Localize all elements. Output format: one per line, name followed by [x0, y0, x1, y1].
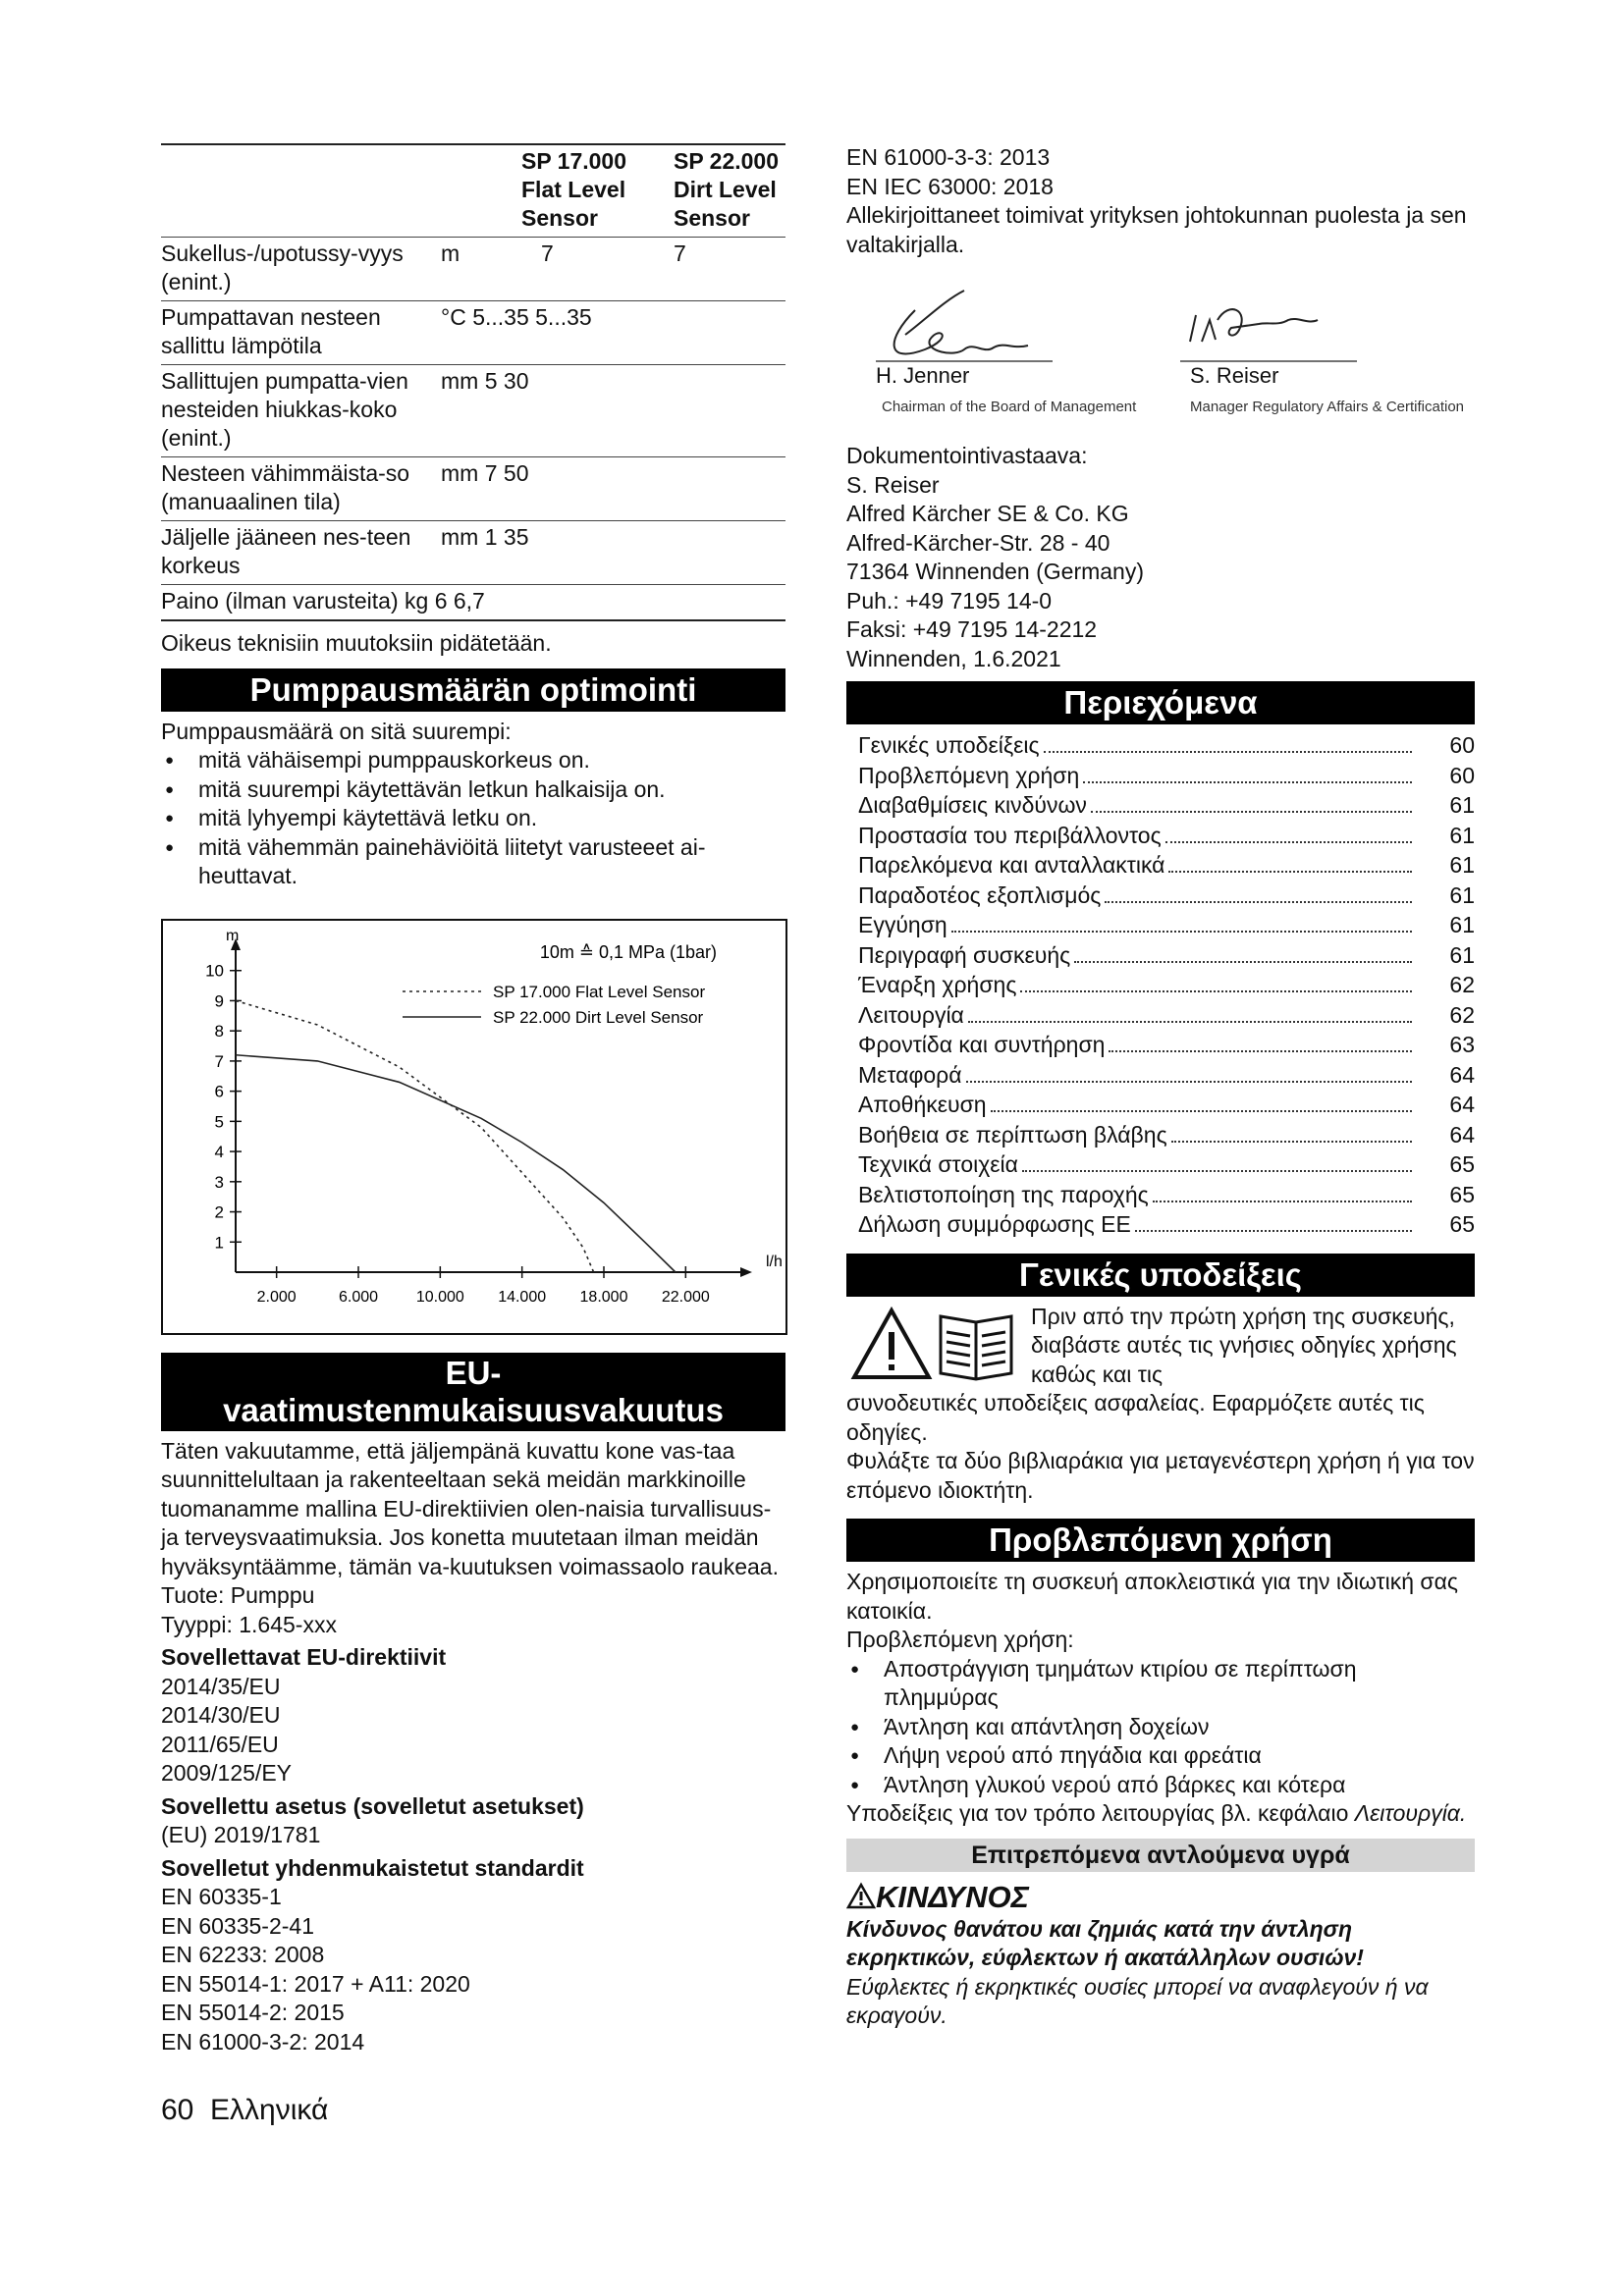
toc-label[interactable]: Τεχνικά στοιχεία — [858, 1151, 1018, 1177]
toc-page: 65 — [1449, 1181, 1475, 1207]
toc-page: 61 — [1449, 941, 1475, 968]
eu-signed-note: Allekirjoittaneet toimivat yrityksen johtokunnan puolesta ja sen valtakirjalla. — [846, 202, 1467, 257]
list-item: ● Άντληση και απάντληση δοχείων — [846, 1713, 1475, 1742]
general-rest: συνοδευτικές υποδείξεις ασφαλείας. Εφαρμόζετε αυτές τις οδηγίες. — [846, 1390, 1425, 1445]
y-tick-label: 3 — [214, 1172, 224, 1192]
toc-row[interactable] — [846, 1060, 1475, 1091]
toc-page: 64 — [1449, 1092, 1475, 1117]
danger-label: ΚΙΝΔΥΝΟΣ — [846, 1880, 1475, 1915]
x-axis-arrow — [740, 1267, 752, 1277]
danger-bold-text: Κίνδυνος θανάτου και ζημιάς κατά την άντληση εκρηκτικών, εύφλεκτων ή ακατάλληλων ουσιών! — [846, 1915, 1364, 1970]
y-tick-label: 4 — [214, 1142, 224, 1161]
toc-row[interactable] — [846, 790, 1475, 821]
contact-line: Dokumentointivastaava: — [846, 443, 1088, 468]
toc-label[interactable]: Εγγύηση — [858, 912, 947, 937]
toc-page: 60 — [1449, 762, 1475, 788]
directive-item: 2014/30/EU — [161, 1702, 281, 1728]
general-lead-row — [846, 1303, 1475, 1390]
spec-row: Sukellus-/upotussy-vyys (enint.) m 7 7 — [161, 238, 785, 301]
toc-label[interactable]: Βοήθεια σε περίπτωση βλάβης — [858, 1121, 1167, 1148]
spec-table — [161, 143, 785, 621]
eu-standards-heading: Sovelletut yhdenmukaistetut standardit — [161, 1854, 584, 1881]
toc-row[interactable] — [846, 910, 1475, 940]
chart-svg — [163, 921, 785, 1333]
toc-label[interactable]: Γενικές υποδείξεις — [858, 732, 1040, 758]
list-item: ● mitä lyhyempi käytettävä letku on. — [161, 804, 785, 833]
x-tick-label: 22.000 — [661, 1288, 710, 1306]
warning-triangle-icon — [846, 1882, 876, 1909]
eu-directives-heading: Sovellettavat EU-direktiivit — [161, 1644, 447, 1670]
spec-row: Nesteen vähimmäista-so (manuaalinen tila) mm 7 50 — [161, 457, 785, 521]
toc-label[interactable]: Μεταφορά — [858, 1061, 962, 1088]
y-axis-label: m — [226, 927, 240, 944]
toc-row[interactable] — [846, 1120, 1475, 1150]
eu-regulation: (EU) 2019/1781 — [161, 1822, 321, 1847]
toc-page: 65 — [1449, 1211, 1475, 1237]
toc-page: 62 — [1449, 972, 1475, 997]
toc-row[interactable] — [846, 1149, 1475, 1180]
standard-item: EN 55014-2: 2015 — [161, 2000, 345, 2025]
spec-col-sp17: SP 17.000 Flat Level Sensor — [521, 148, 627, 231]
toc-page: 60 — [1449, 732, 1475, 758]
list-item: ● mitä vähäisempi pumppauskorkeus on. — [161, 746, 785, 775]
tech-change-note: Oikeus teknisiin muutoksiin pidätetään. — [161, 630, 552, 656]
contact-line: Alfred-Kärcher-Str. 28 - 40 — [846, 529, 1110, 556]
intended-list — [846, 1655, 1475, 1800]
spec-row: Paino (ilman varusteita) kg 6 6,7 — [161, 585, 785, 621]
standard-item: EN 60335-1 — [161, 1884, 282, 1909]
toc-row[interactable] — [846, 881, 1475, 911]
toc-row[interactable] — [846, 1180, 1475, 1210]
toc-row[interactable] — [846, 1000, 1475, 1031]
standard-item: EN 61000-3-3: 2013 — [846, 144, 1051, 170]
toc-row[interactable] — [846, 850, 1475, 881]
y-tick-label: 9 — [214, 990, 224, 1010]
liquids-heading: Επιτρεπόμενα αντλούμενα υγρά — [846, 1839, 1475, 1872]
eu-regulation-heading: Sovellettu asetus (sovelletut asetukset) — [161, 1792, 584, 1819]
toc-row[interactable] — [846, 761, 1475, 791]
eu-body: Täten vakuutamme, että jäljempänä kuvattu kone vas-taa suunnittelultaan ja rakenteeltaan sekä meidän markkinoille tuomanamme mallina EU-direktiivien olen-naisia turvallisuus- ja terveysvaatimuksia. Jos konetta muutetaan ilman meidän hyväksyntäämme, tämän va-kuutuksen voimassaolo raukeaa. — [161, 1437, 779, 1579]
standard-item: EN 60335-2-41 — [161, 1912, 314, 1939]
general-heading: Γενικές υποδείξεις — [846, 1254, 1475, 1297]
contact-line: S. Reiser — [846, 471, 940, 498]
contact-line: 71364 Winnenden (Germany) — [846, 559, 1144, 584]
toc-page: 63 — [1449, 1032, 1475, 1057]
toc-heading: Περιεχόμενα — [846, 681, 1475, 724]
page-footer — [161, 2096, 785, 2125]
toc-label[interactable]: Παραδοτέος εξοπλισμός — [858, 881, 1102, 908]
x-axis-label: l/h — [766, 1253, 783, 1270]
toc-row[interactable] — [846, 1209, 1475, 1240]
y-tick-label: 7 — [214, 1051, 224, 1071]
y-tick-label: 10 — [205, 961, 224, 981]
signer-name: S. Reiser — [1190, 363, 1279, 388]
series-line-1 — [236, 1000, 594, 1272]
y-tick-label: 1 — [214, 1232, 224, 1252]
toc-row[interactable] — [846, 970, 1475, 1000]
signer-role: Chairman of the Board of Management — [882, 399, 1137, 415]
toc-page: 64 — [1449, 1121, 1475, 1148]
intended-heading: Προβλεπόμενη χρήση — [846, 1519, 1475, 1562]
contact-line: Alfred Kärcher SE & Co. KG — [846, 501, 1129, 526]
toc-row[interactable] — [846, 1090, 1475, 1120]
toc-label[interactable]: Δήλωση συμμόρφωσης ΕΕ — [858, 1211, 1131, 1237]
signatures — [846, 281, 1475, 428]
intended-note: Υποδείξεις για τον τρόπο λειτουργίας βλ. κεφάλαιο Λειτουργία. — [846, 1800, 1467, 1826]
standard-item: EN 55014-1: 2017 + A11: 2020 — [161, 1970, 470, 1997]
toc-label[interactable]: Παρελκόμενα και ανταλλακτικά — [858, 852, 1165, 878]
toc-page: 65 — [1449, 1151, 1475, 1177]
page-number: 60 — [161, 2094, 194, 2126]
list-item: ● mitä vähemmän painehäviöitä liitetyt varusteeet ai-heuttavat. — [161, 833, 785, 891]
general-keep: Φυλάξτε τα δύο βιβλιαράκια για μεταγενέστερη χρήση ή για τον επόμενο ιδιοκτήτη. — [846, 1448, 1475, 1503]
directive-item: 2011/65/EU — [161, 1731, 279, 1757]
y-tick-label: 5 — [214, 1111, 224, 1131]
intended-p2: Προβλεπόμενη χρήση: — [846, 1627, 1074, 1652]
toc-row[interactable] — [846, 1030, 1475, 1060]
series-line-2 — [236, 1054, 676, 1271]
toc-label[interactable]: Περιγραφή συσκευής — [858, 941, 1071, 968]
toc-row[interactable] — [846, 940, 1475, 971]
toc-label[interactable]: Φροντίδα και συντήρηση — [858, 1032, 1106, 1057]
toc-label[interactable]: Διαβαθμίσεις κινδύνων — [858, 792, 1087, 818]
left-column — [161, 143, 785, 2125]
contact-line: Puh.: +49 7195 14-0 — [846, 587, 1053, 614]
y-tick-label: 8 — [214, 1021, 224, 1041]
eu-type: Tyyppi: 1.645-xxx — [161, 1611, 337, 1637]
toc-label[interactable]: Προστασία του περιβάλλοντος — [858, 822, 1162, 848]
standard-item: EN IEC 63000: 2018 — [846, 173, 1054, 199]
toc-page: 62 — [1449, 1001, 1475, 1028]
contact-line: Winnenden, 1.6.2021 — [846, 645, 1061, 671]
y-tick-label: 6 — [214, 1082, 224, 1101]
optimize-intro: Pumppausmäärä on sitä suurempi: — [161, 718, 512, 744]
directive-item: 2014/35/EU — [161, 1673, 281, 1699]
toc-label[interactable]: Αποθήκευση — [858, 1092, 987, 1117]
contact-line: Faksi: +49 7195 14-2212 — [846, 616, 1098, 642]
eu-product: Tuote: Pumppu — [161, 1582, 315, 1608]
x-tick-label: 6.000 — [338, 1288, 379, 1306]
x-tick-label: 2.000 — [256, 1288, 297, 1306]
standard-item: EN 62233: 2008 — [161, 1942, 325, 1967]
pump-curve-chart — [161, 919, 787, 1335]
optimize-heading: Pumppausmäärän optimointi — [161, 668, 785, 712]
warning-triangle-icon — [854, 1310, 929, 1377]
spec-row: Sallittujen pumpatta-vien nesteiden hiukkas-koko (enint.) mm 5 30 — [161, 365, 785, 457]
chart-title: 10m ≙ 0,1 MPa (1bar) — [539, 941, 717, 962]
toc-label[interactable]: Προβλεπόμενη χρήση — [858, 762, 1080, 788]
legend-label: SP 22.000 Dirt Level Sensor — [493, 1007, 704, 1027]
spec-row: Jäljelle jääneen nes-teen korkeus mm 1 35 — [161, 521, 785, 585]
y-tick-label: 2 — [214, 1202, 224, 1222]
toc-page: 61 — [1449, 881, 1475, 908]
optimize-list — [161, 746, 785, 891]
signer-role: Manager Regulatory Affairs & Certification — [1190, 399, 1465, 415]
directive-item: 2009/125/EY — [161, 1760, 293, 1786]
x-tick-label: 14.000 — [498, 1288, 547, 1306]
toc-label[interactable]: Έναρξη χρήσης — [858, 972, 1017, 997]
chapter-reference: Λειτουργία. — [1354, 1800, 1467, 1826]
footer-language: Ελληνικά — [210, 2094, 329, 2126]
toc-page: 64 — [1449, 1061, 1475, 1088]
standard-item: EN 61000-3-2: 2014 — [161, 2028, 365, 2055]
x-tick-label: 10.000 — [415, 1288, 464, 1306]
toc-label[interactable]: Βελτιστοποίηση της παροχής — [858, 1181, 1149, 1207]
toc-page: 61 — [1449, 912, 1475, 937]
warning-manual-icons — [846, 1303, 1023, 1385]
list-item: ● Λήψη νερού από πηγάδια και φρεάτια — [846, 1741, 1475, 1771]
toc-page: 61 — [1449, 822, 1475, 848]
toc-row[interactable] — [846, 821, 1475, 851]
x-tick-label: 18.000 — [579, 1288, 628, 1306]
right-column — [846, 143, 1475, 2031]
list-item: ● mitä suurempi käytettävän letkun halkaisija on. — [161, 775, 785, 805]
table-of-contents — [846, 730, 1475, 1240]
general-lead: Πριν από την πρώτη χρήση της συσκευής, διαβάστε αυτές τις γνήσιες οδηγίες χρήσης καθώς και τις — [1031, 1303, 1457, 1387]
toc-page: 61 — [1449, 852, 1475, 878]
spec-col-sp22: SP 22.000 Dirt Level Sensor — [674, 148, 780, 231]
legend-label: SP 17.000 Flat Level Sensor — [493, 982, 706, 1001]
spec-row: Pumpattavan nesteen sallittu lämpötila °C 5...35 5...35 — [161, 301, 785, 365]
eu-heading: EU- vaatimustenmukaisuusvakuutus — [161, 1353, 785, 1431]
toc-row[interactable] — [846, 730, 1475, 761]
danger-text: Εύφλεκτες ή εκρηκτικές ουσίες μπορεί να αναφλεγούν ή να εκραγούν. — [846, 1973, 1429, 2028]
manual-book-icon — [941, 1316, 1011, 1379]
toc-label[interactable]: Λειτουργία — [858, 1001, 964, 1028]
toc-page: 61 — [1449, 792, 1475, 818]
list-item: ● Άντληση γλυκού νερού από βάρκες και κότερα — [846, 1771, 1475, 1800]
intended-p1: Χρησιμοποιείτε τη συσκευή αποκλειστικά για την ιδιωτική σας κατοικία. — [846, 1569, 1458, 1624]
signer-name: H. Jenner — [876, 363, 970, 388]
spec-header-row — [161, 144, 785, 238]
list-item: ● Αποστράγγιση τμημάτων κτιρίου σε περίπτωση πλημμύρας — [846, 1655, 1475, 1713]
